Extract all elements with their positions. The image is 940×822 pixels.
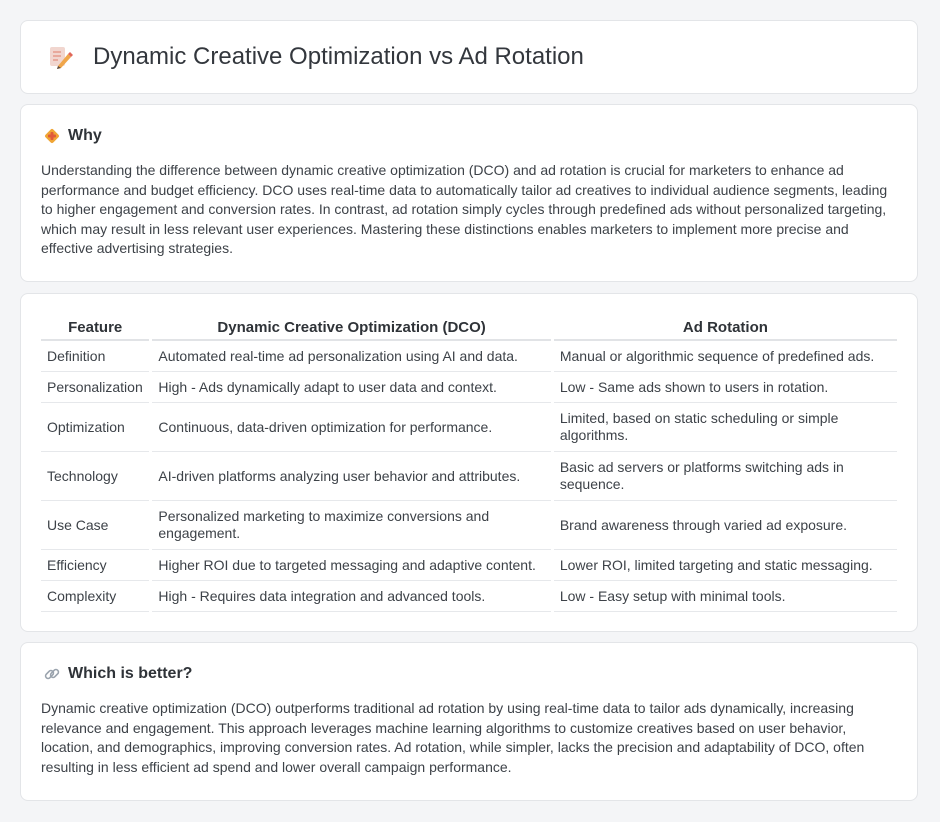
dco-cell: Personalized marketing to maximize conversions and engagement.	[152, 501, 550, 550]
why-title: Why	[68, 127, 102, 144]
table-row	[41, 341, 897, 372]
dco-cell: Higher ROI due to targeted messaging and adaptive content.	[152, 550, 550, 581]
feature-cell: Use Case	[41, 501, 149, 550]
better-title: Which is better?	[68, 665, 193, 682]
comparison-table	[38, 316, 900, 612]
ad-rotation-cell: Manual or algorithmic sequence of predefined ads.	[554, 341, 897, 372]
ad-rotation-cell: Basic ad servers or platforms switching ads in sequence.	[554, 452, 897, 501]
feature-cell: Optimization	[41, 403, 149, 452]
table-header-row	[41, 316, 897, 341]
why-section	[20, 104, 918, 282]
table-row	[41, 550, 897, 581]
header-ad-rotation: Ad Rotation	[554, 316, 897, 341]
table-row	[41, 403, 897, 452]
why-text: Understanding the difference between dynamic creative optimization (DCO) and ad rotation is crucial for marketers to enhance ad performance and budget efficiency. DCO uses real-time data to automatically tailor ad creatives to individual audience segments, leading to higher engagement and conversion rates. In contrast, ad rotation simply cycles through predefined ads without personalized targeting, which may result in less relevant user experiences. Mastering these distinctions enables marketers to implement more precise and effective advertising strategies.	[41, 162, 888, 256]
dco-cell: High - Requires data integration and advanced tools.	[152, 581, 550, 612]
ad-rotation-cell: Low - Same ads shown to users in rotation.	[554, 372, 897, 403]
why-header	[43, 127, 897, 145]
diamond-icon	[43, 127, 61, 145]
which-is-better-section	[20, 642, 918, 801]
title-row	[21, 21, 917, 93]
ad-rotation-cell: Limited, based on static scheduling or simple algorithms.	[554, 403, 897, 452]
dco-cell: Continuous, data-driven optimization for performance.	[152, 403, 550, 452]
table-row	[41, 372, 897, 403]
dco-cell: AI-driven platforms analyzing user behavior and attributes.	[152, 452, 550, 501]
header-feature: Feature	[41, 316, 149, 341]
table-row	[41, 501, 897, 550]
dco-cell: High - Ads dynamically adapt to user data and context.	[152, 372, 550, 403]
feature-cell: Personalization	[41, 372, 149, 403]
feature-cell: Efficiency	[41, 550, 149, 581]
feature-cell: Definition	[41, 341, 149, 372]
table-row	[41, 581, 897, 612]
ad-rotation-cell: Brand awareness through varied ad exposure.	[554, 501, 897, 550]
ad-rotation-cell: Lower ROI, limited targeting and static messaging.	[554, 550, 897, 581]
better-text: Dynamic creative optimization (DCO) outperforms traditional ad rotation by using real-time data to tailor ads dynamically, increasing relevance and engagement. This approach leverages machine learning algorithms to customize creatives based on user behavior, location, and demographics, improving conversion rates. Ad rotation, while simpler, lacks the precision and adaptability of DCO, often resulting in less efficient ad spend and lower overall campaign performance.	[41, 700, 865, 775]
title-card	[20, 20, 918, 94]
dco-cell: Automated real-time ad personalization using AI and data.	[152, 341, 550, 372]
feature-cell: Complexity	[41, 581, 149, 612]
page-title: Dynamic Creative Optimization vs Ad Rotation	[93, 43, 584, 70]
better-header	[43, 665, 897, 683]
link-icon	[43, 665, 61, 683]
table-row	[41, 452, 897, 501]
header-dco: Dynamic Creative Optimization (DCO)	[152, 316, 550, 341]
ad-rotation-cell: Low - Easy setup with minimal tools.	[554, 581, 897, 612]
pencil-document-icon	[47, 44, 73, 70]
comparison-section	[20, 293, 918, 632]
feature-cell: Technology	[41, 452, 149, 501]
